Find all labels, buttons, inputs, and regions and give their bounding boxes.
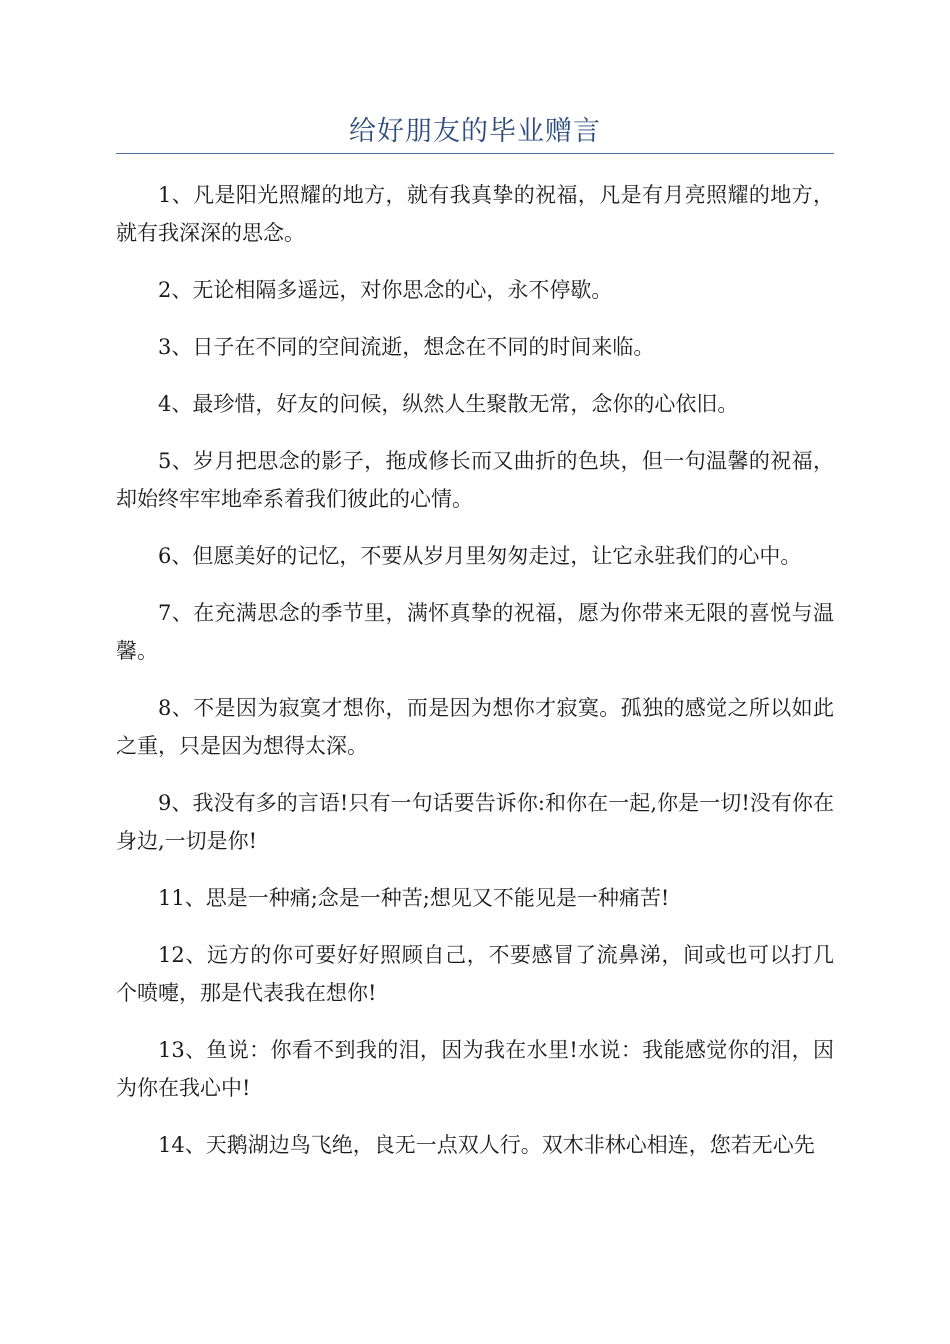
paragraph-7: 7、在充满思念的季节里，满怀真挚的祝福，愿为你带来无限的喜悦与温馨。 (116, 601, 834, 663)
paragraph-6: 6、但愿美好的记忆，不要从岁月里匆匆走过，让它永驻我们的心中。 (158, 544, 802, 568)
document-title: 给好朋友的毕业赠言 (349, 116, 601, 147)
paragraph-9: 9、我没有多的言语!只有一句话要告诉你:和你在一起,你是一切!没有你在身边,一切是你! (116, 791, 834, 853)
title-underline (116, 153, 834, 154)
paragraph-2: 2、无论相隔多遥远，对你思念的心，永不停歇。 (158, 278, 613, 302)
paragraph-13: 13、鱼说：你看不到我的泪，因为我在水里!水说：我能感觉你的泪，因为你在我心中! (116, 1038, 834, 1100)
paragraph-11: 11、思是一种痛;念是一种苦;想见又不能见是一种痛苦! (158, 886, 670, 910)
paragraph-5: 5、岁月把思念的影子，拖成修长而又曲折的色块，但一句温馨的祝福，却始终牢牢地牵系着我们彼此的心情。 (116, 449, 834, 511)
document-body (116, 176, 834, 1183)
paragraph-3: 3、日子在不同的空间流逝，想念在不同的时间来临。 (158, 335, 655, 359)
paragraph-14: 14、天鹅湖边鸟飞绝，良无一点双人行。双木非林心相连，您若无心先 (158, 1133, 815, 1157)
paragraph-8: 8、不是因为寂寞才想你，而是因为想你才寂寞。孤独的感觉之所以如此之重，只是因为想得太深。 (116, 696, 834, 758)
paragraph-12: 12、远方的你可要好好照顾自己，不要感冒了流鼻涕，间或也可以打几个喷嚏，那是代表我在想你! (116, 943, 834, 1005)
paragraph-1: 1、凡是阳光照耀的地方，就有我真挚的祝福，凡是有月亮照耀的地方，就有我深深的思念。 (116, 183, 834, 245)
paragraph-4: 4、最珍惜，好友的问候，纵然人生聚散无常，念你的心依旧。 (158, 392, 739, 416)
